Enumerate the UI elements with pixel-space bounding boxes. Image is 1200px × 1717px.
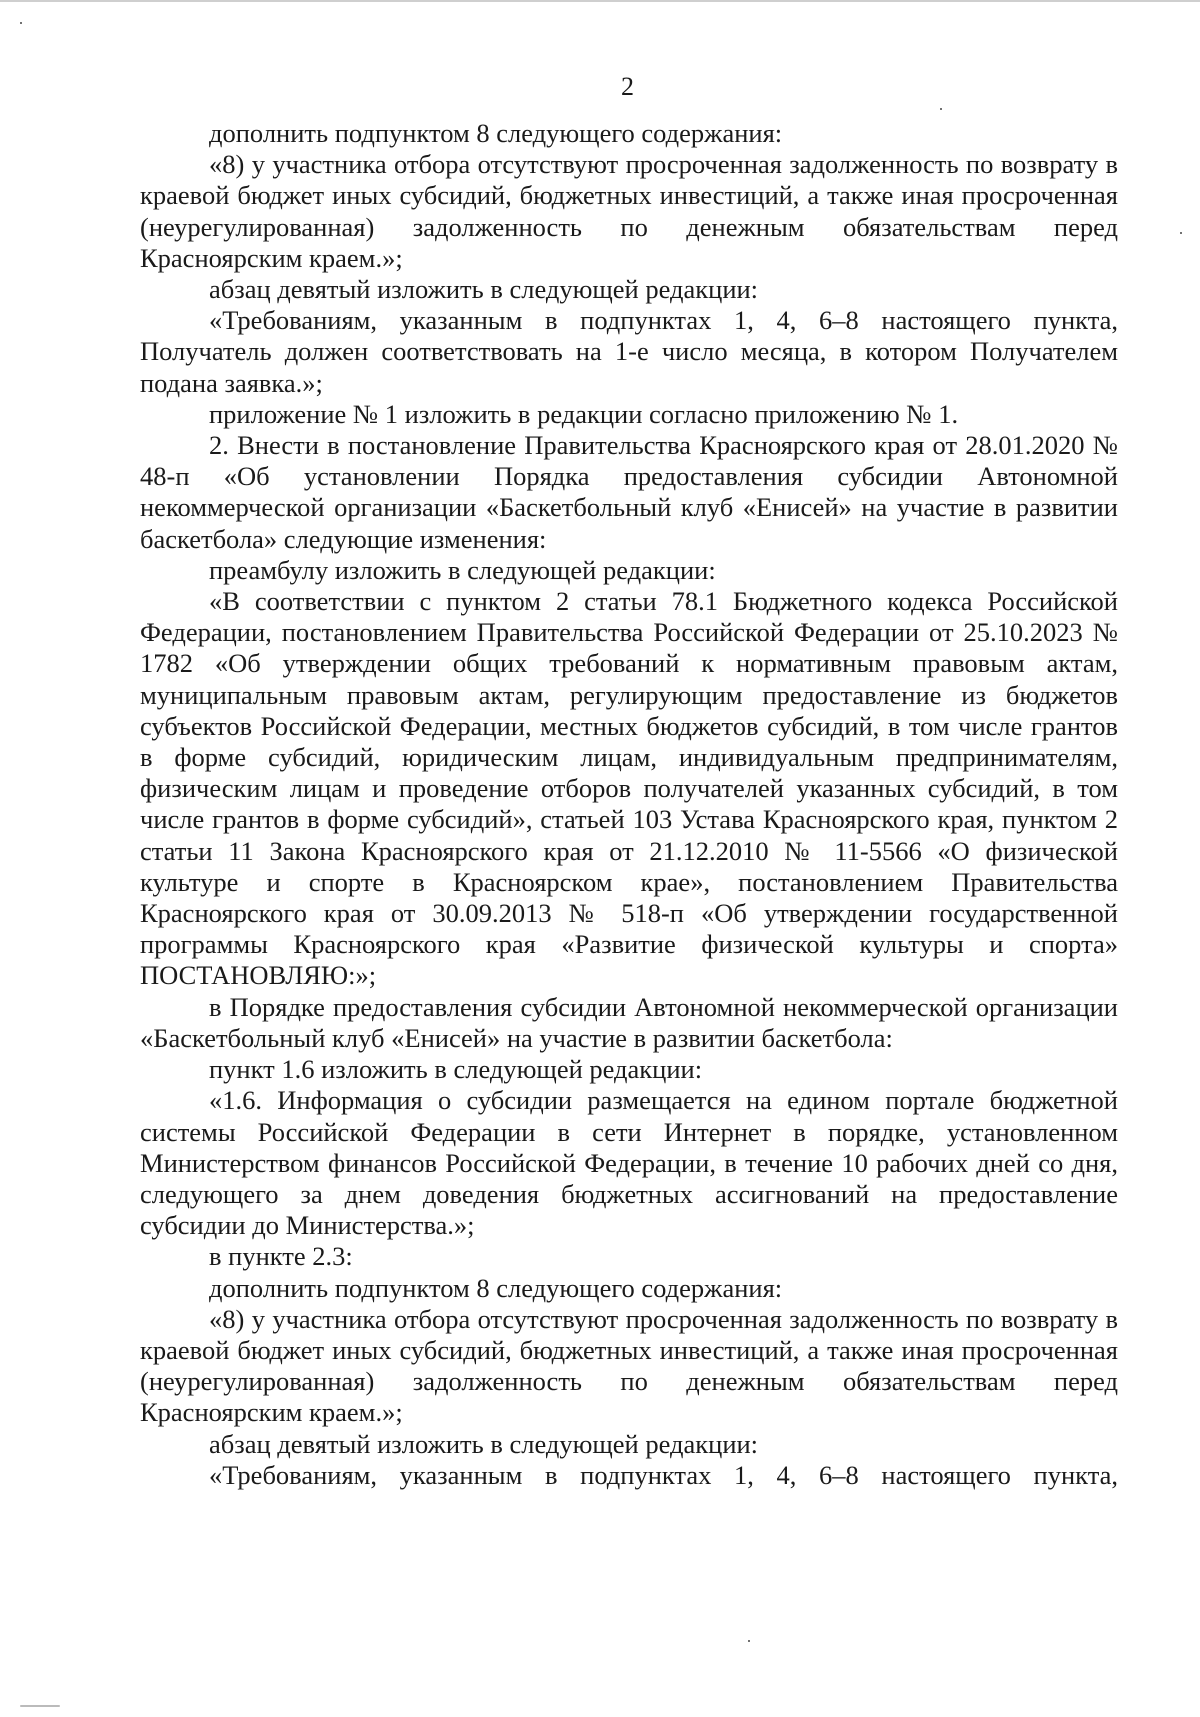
page-number: 2 — [621, 72, 634, 101]
document-body — [140, 118, 1118, 1491]
scan-speck — [748, 1640, 750, 1642]
scan-edge-mark — [20, 1705, 60, 1707]
paragraph: 2. Внести в постановление Правительства Красноярского края от 28.01.2020 № 48-п «Об установлении Порядка предоставления субсидии Автономной некоммерческой организации «Баскетбольный клуб «Енисей» на участие в развитии баскетбола» следующие изменения: — [140, 430, 1118, 554]
paragraph: пункт 1.6 изложить в следующей редакции: — [209, 1054, 703, 1085]
paragraph: «1.6. Информация о субсидии размещается на едином портале бюджетной системы Российской Федерации в сети Интернет в порядке, установленном Министерством финансов Российской Федерации, в течение 10 рабочих дней со дня, следующего за днем доведения бюджетных ассигнований на предоставление субсидии до Министерства.»; — [140, 1085, 1118, 1241]
paragraph: в Порядке предоставления субсидии Автономной некоммерческой организации «Баскетбольный клуб «Енисей» на участие в развитии баскетбола: — [140, 991, 1118, 1053]
paragraph: в пункте 2.3: — [209, 1241, 353, 1272]
paragraph: приложение № 1 изложить в редакции согласно приложению № 1. — [209, 398, 959, 429]
scan-speck — [1180, 232, 1182, 234]
paragraph: «Требованиям, указанным в подпунктах 1, 4, 6–8 настоящего пункта, — [209, 1459, 1118, 1490]
paragraph: «8) у участника отбора отсутствуют просроченная задолженность по возврату в краевой бюджет иных субсидий, бюджетных инвестиций, а также иная просроченная (неурегулированная) задолженность по денежным обязательствам перед Красноярским краем.»; — [140, 1303, 1118, 1428]
paragraph: дополнить подпунктом 8 следующего содержания: — [209, 1272, 783, 1303]
paragraph: дополнить подпунктом 8 следующего содержания: — [209, 118, 783, 148]
paragraph: «В соответствии с пунктом 2 статьи 78.1 Бюджетного кодекса Российской Федерации, постановлением Правительства Российской Федерации от 25.10.2023 № 1782 «Об утверждении общих требований к нормативным правовым актам, муниципальным правовым актам, регулирующим предоставление из бюджетов субъектов Российской Федерации, местных бюджетов субсидий, в том числе грантов в форме субсидий, юридическим лицам, индивидуальным предпринимателям, физическим лицам и проведение отборов получателей указанных субсидий, в том числе грантов в форме субсидий», статьей 103 Устава Красноярского края, пунктом 2 статьи 11 Закона Красноярского края от 21.12.2010 № 11-5566 «О физической культуре и спорте в Красноярском крае», постановлением Правительства Красноярского края от 30.09.2013 № 518-п «Об утверждении государственной программы Красноярского края «Развитие физической культуры и спорта» ПОСТАНОВЛЯЮ:»; — [140, 586, 1118, 991]
paragraph: абзац девятый изложить в следующей редакции: — [209, 1428, 759, 1459]
paragraph: «8) у участника отбора отсутствуют просроченная задолженность по возврату в краевой бюджет иных субсидий, бюджетных инвестиций, а также иная просроченная (неурегулированная) задолженность по денежным обязательствам перед Красноярским краем.»; — [140, 149, 1118, 273]
paragraph: преамбулу изложить в следующей редакции: — [209, 554, 716, 585]
scan-speck — [940, 108, 942, 110]
scan-speck — [20, 22, 22, 24]
page-top-edge — [0, 0, 1200, 2]
paragraph: «Требованиям, указанным в подпунктах 1, 4, 6–8 настоящего пункта, Получатель должен соответствовать на 1-е число месяца, в котором Получателем подана заявка.»; — [140, 305, 1118, 398]
paragraph: абзац девятый изложить в следующей редакции: — [209, 274, 759, 305]
